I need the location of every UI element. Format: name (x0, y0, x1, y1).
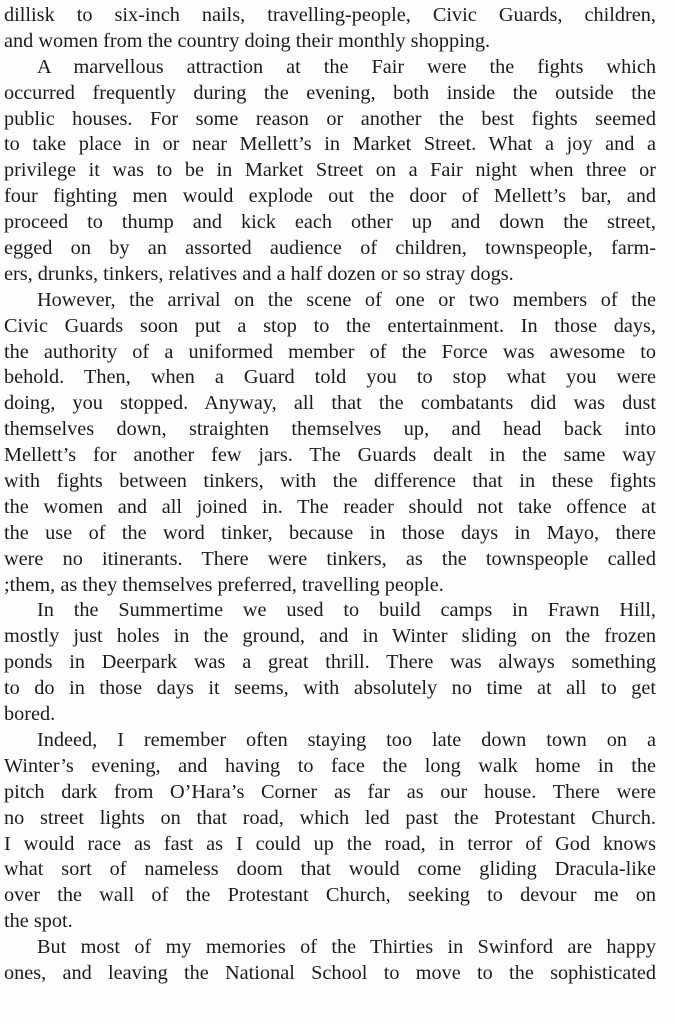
body-text (4, 3, 656, 987)
text-line: proceed to thump and kick each other up and down the street, (4, 211, 656, 234)
text-line: ponds in Deerpark was a great thrill. There was always something (4, 651, 656, 674)
text-line: occurred frequently during the evening, both inside the outside the (4, 81, 656, 104)
text-line: Winter’s evening, and having to face the long walk home in the (4, 754, 656, 777)
text-line: However, the arrival on the scene of one or two members of the (37, 288, 656, 311)
text-line: ones, and leaving the National School to move to the sophisticated (4, 961, 656, 984)
text-line: Indeed, I remember often staying too late down town on a (37, 728, 656, 751)
text-line: over the wall of the Protestant Church, seeking to devour me on (4, 884, 656, 907)
text-line: public houses. For some reason or another the best fights seemed (4, 107, 656, 130)
text-line: I would race as fast as I could up the road, in terror of God knows (4, 832, 656, 855)
text-line: what sort of nameless doom that would come gliding Dracula-like (4, 858, 656, 881)
text-line: no street lights on that road, which led past the Protestant Church. (4, 806, 656, 829)
text-line: four fighting men would explode out the door of Mellett’s bar, and (4, 185, 656, 208)
text-line: Civic Guards soon put a stop to the entertainment. In those days, (4, 314, 656, 337)
text-line: ers, drunks, tinkers, relatives and a half dozen or so stray dogs. (4, 262, 514, 285)
text-line: the authority of a uniformed member of the Force was awesome to (4, 340, 656, 363)
text-line: pitch dark from O’Hara’s Corner as far as our house. There were (4, 780, 656, 803)
text-line: dillisk to six-inch nails, travelling-people, Civic Guards, children, (4, 4, 656, 26)
text-line: mostly just holes in the ground, and in Winter sliding on the frozen (4, 625, 656, 648)
text-line: doing, you stopped. Anyway, all that the combatants did was dust (4, 392, 656, 415)
text-line: A marvellous attraction at the Fair were the fights which (37, 55, 656, 78)
text-line: In the Summertime we used to build camps in Frawn Hill, (37, 599, 656, 622)
text-line: with fights between tinkers, with the difference that in these fights (4, 470, 656, 493)
text-line: behold. Then, when a Guard told you to stop what you were (4, 366, 656, 389)
text-line: the women and all joined in. The reader should not take offence at (4, 495, 656, 518)
text-line: ;them, as they themselves preferred, travelling people. (4, 573, 444, 596)
text-line: bored. (4, 703, 56, 726)
text-line: to do in those days it seems, with absolutely no time at all to get (4, 677, 656, 700)
text-line: to take place in or near Mellett’s in Market Street. What a joy and a (4, 133, 656, 156)
text-line: were no itinerants. There were tinkers, as the townspeople called (4, 547, 656, 570)
text-line: and women from the country doing their monthly shopping. (4, 29, 491, 52)
text-line: But most of my memories of the Thirties in Swinford are happy (37, 936, 656, 959)
text-line: the use of the word tinker, because in those days in Mayo, there (4, 521, 656, 544)
text-line: the spot. (4, 910, 73, 933)
text-line: Mellett’s for another few jars. The Guards dealt in the same way (4, 444, 656, 467)
text-line: egged on by an assorted audience of children, townspeople, farm- (4, 237, 656, 260)
text-line: privilege it was to be in Market Street on a Fair night when three or (4, 159, 656, 182)
text-line: themselves down, straighten themselves up, and head back into (4, 418, 656, 441)
